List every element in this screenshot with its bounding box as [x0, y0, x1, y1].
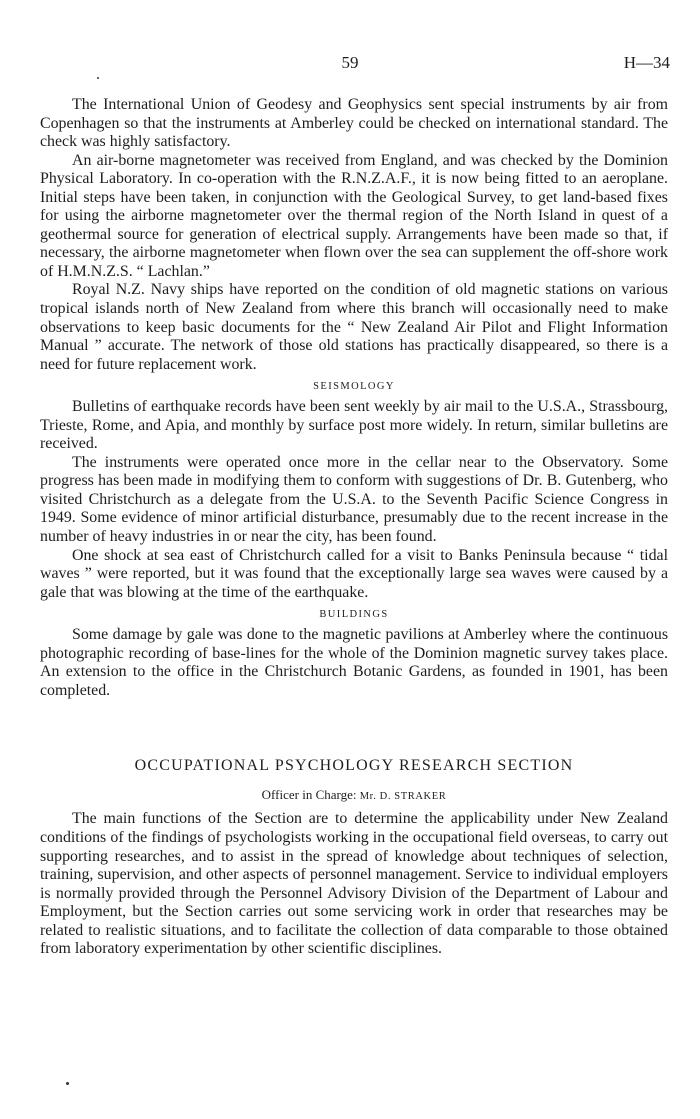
page-body	[40, 96, 668, 959]
paragraph-bulletins: Bulletins of earthquake records have been sent weekly by air mail to the U.S.A., Strassbourg, Trieste, Rome, and Apia, and monthly by surface post more widely. In return, similar bulletins are received.	[40, 398, 668, 453]
officer-name: Mr. D. STRAKER	[359, 791, 447, 803]
paragraph-buildings: Some damage by gale was done to the magnetic pavilions at Amberley where the continuous photographic recording of base-lines for the whole of the Dominion magnetic survey takes place. An extension to the office in the Christchurch Botanic Gardens, as founded in 1901, has been completed.	[40, 626, 668, 699]
buildings-heading: BUILDINGS	[319, 609, 389, 621]
seismology-heading: SEISMOLOGY	[313, 381, 395, 393]
page-header	[0, 53, 700, 77]
paragraph-navy-stations: Royal N.Z. Navy ships have reported on the condition of old magnetic stations on various tropical islands north of New Zealand from where this branch will occasionally need to make observations to keep basic documents for the “ New Zealand Air Pilot and Flight Information Manual ” accurate. The network of those old stations has practically disappeared, so there is a need for future replacement work.	[40, 281, 668, 373]
paragraph-instruments: The International Union of Geodesy and Geophysics sent special instruments by air from Copenhagen so that the instruments at Amberley could be checked on international standard. The check was highly satisfactory.	[40, 96, 668, 151]
header-speck	[97, 77, 99, 79]
officer-in-charge	[40, 786, 668, 806]
page-number: 59	[341, 53, 359, 72]
document-reference: H—34	[623, 53, 670, 72]
paragraph-instruments-cellar: The instruments were operated once more in the cellar near to the Observatory. Some progress has been made in modifying them to conform with suggestions of Dr. B. Gutenberg, who visited Christchurch as a delegate from the U.S.A. to the Seventh Pacific Science Congress in 1949. Some evidence of minor artificial disturbance, presumably due to the recent increase in the number of heavy industries in or near the city, has been found.	[40, 453, 668, 546]
footer-speck	[66, 1082, 69, 1085]
paragraph-main-functions: The main functions of the Section are to determine the applicability under New Zealand conditions of the findings of psychologists working in the occupational field overseas, to carry out supporting researches, and to assist in the spread of knowledge about techniques of selection, training, supervision, and other aspects of personnel management. Service to individual employers is normally provided through the Personnel Advisory Division of the Department of Labour and Employment, but the Section carries out some servicing work in order that researches may be related to realistic situations, and to facilitate the collection of data comparable to those obtained from laboratory experimentation by other scientific disciplines.	[40, 810, 668, 958]
paragraph-shock: One shock at sea east of Christchurch called for a visit to Banks Peninsula because “ tidal waves ” were reported, but it was found that the exceptionally large sea waves were caused by a gale that was blowing at the time of the earthquake.	[40, 546, 668, 601]
paragraph-magnetometer: An air-borne magnetometer was received from England, and was checked by the Dominion Physical Laboratory. In co-operation with the R.N.Z.A.F., it is now being fitted to an aeroplane. Initial steps have been taken, in conjunction with the Geological Survey, to get land-based fixes for using the airborne magnetometer over the thermal region of the North Island in quest of a geothermal source for generation of electrical supply. Arrangements have been made so that, if necessary, the airborne magnetometer when flown over the sea can supplement the off-shore work of H.M.N.Z.S. “ Lachlan.”	[40, 151, 668, 280]
officer-label: Officer in Charge:	[261, 787, 357, 803]
section-title: OCCUPATIONAL PSYCHOLOGY RESEARCH SECTION	[134, 757, 574, 775]
